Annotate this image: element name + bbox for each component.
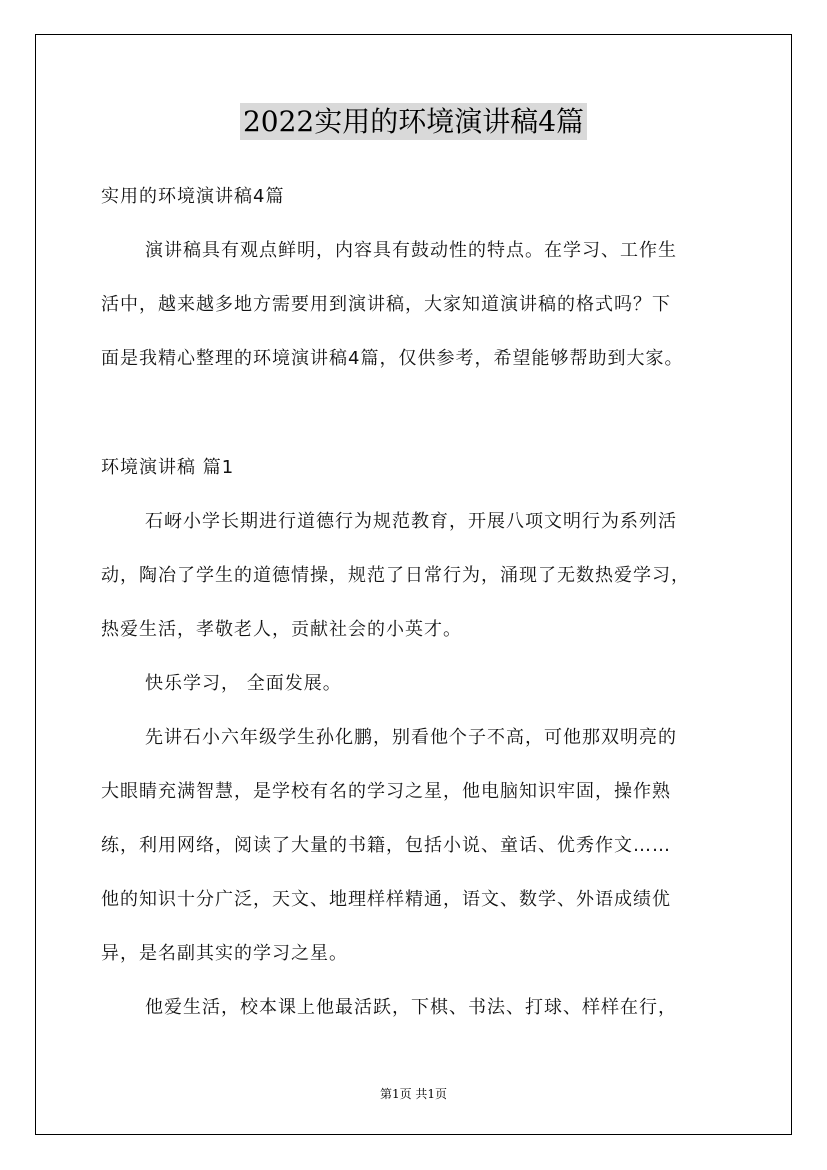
subtitle: 实用的环境演讲稿4篇 [101, 186, 285, 207]
body-line-7: 练，利用网络，阅读了大量的书籍，包括小说、童话、优秀作文…… [101, 835, 671, 856]
body-line-2: 动，陶冶了学生的道德情操，规范了日常行为，涌现了无数热爱学习， [101, 565, 690, 586]
body-line-6: 大眼睛充满智慧，是学校有名的学习之星，他电脑知识牢固，操作熟 [101, 781, 671, 802]
body-line-4: 快乐学习， 全面发展。 [145, 673, 342, 694]
intro-line-1: 演讲稿具有观点鲜明，内容具有鼓动性的特点。在学习、工作生 [145, 240, 677, 261]
intro-line-3: 面是我精心整理的环境演讲稿4篇，仅供参考，希望能够帮助到大家。 [101, 348, 684, 369]
body-line-5: 先讲石小六年级学生孙化鹏，别看他个子不高，可他那双明亮的 [145, 727, 677, 748]
body-line-1: 石岈小学长期进行道德行为规范教育，开展八项文明行为系列活 [145, 511, 677, 532]
body-line-3: 热爱生活，孝敬老人，贡献社会的小英才。 [101, 619, 462, 640]
intro-line-2: 活中，越来越多地方需要用到演讲稿，大家知道演讲稿的格式吗？下 [101, 294, 671, 315]
document-title [0, 100, 827, 140]
body-line-9: 异，是名副其实的学习之星。 [101, 943, 348, 964]
section-heading: 环境演讲稿 篇1 [101, 457, 235, 478]
body-line-8: 他的知识十分广泛，天文、地理样样精通，语文、数学、外语成绩优 [101, 889, 671, 910]
page-footer: 第1页 共1页 [379, 1087, 448, 1101]
document-title-text: 2022实用的环境演讲稿4篇 [240, 103, 587, 140]
body-line-10: 他爱生活，校本课上他最活跃，下棋、书法、打球、样样在行， [145, 997, 677, 1018]
